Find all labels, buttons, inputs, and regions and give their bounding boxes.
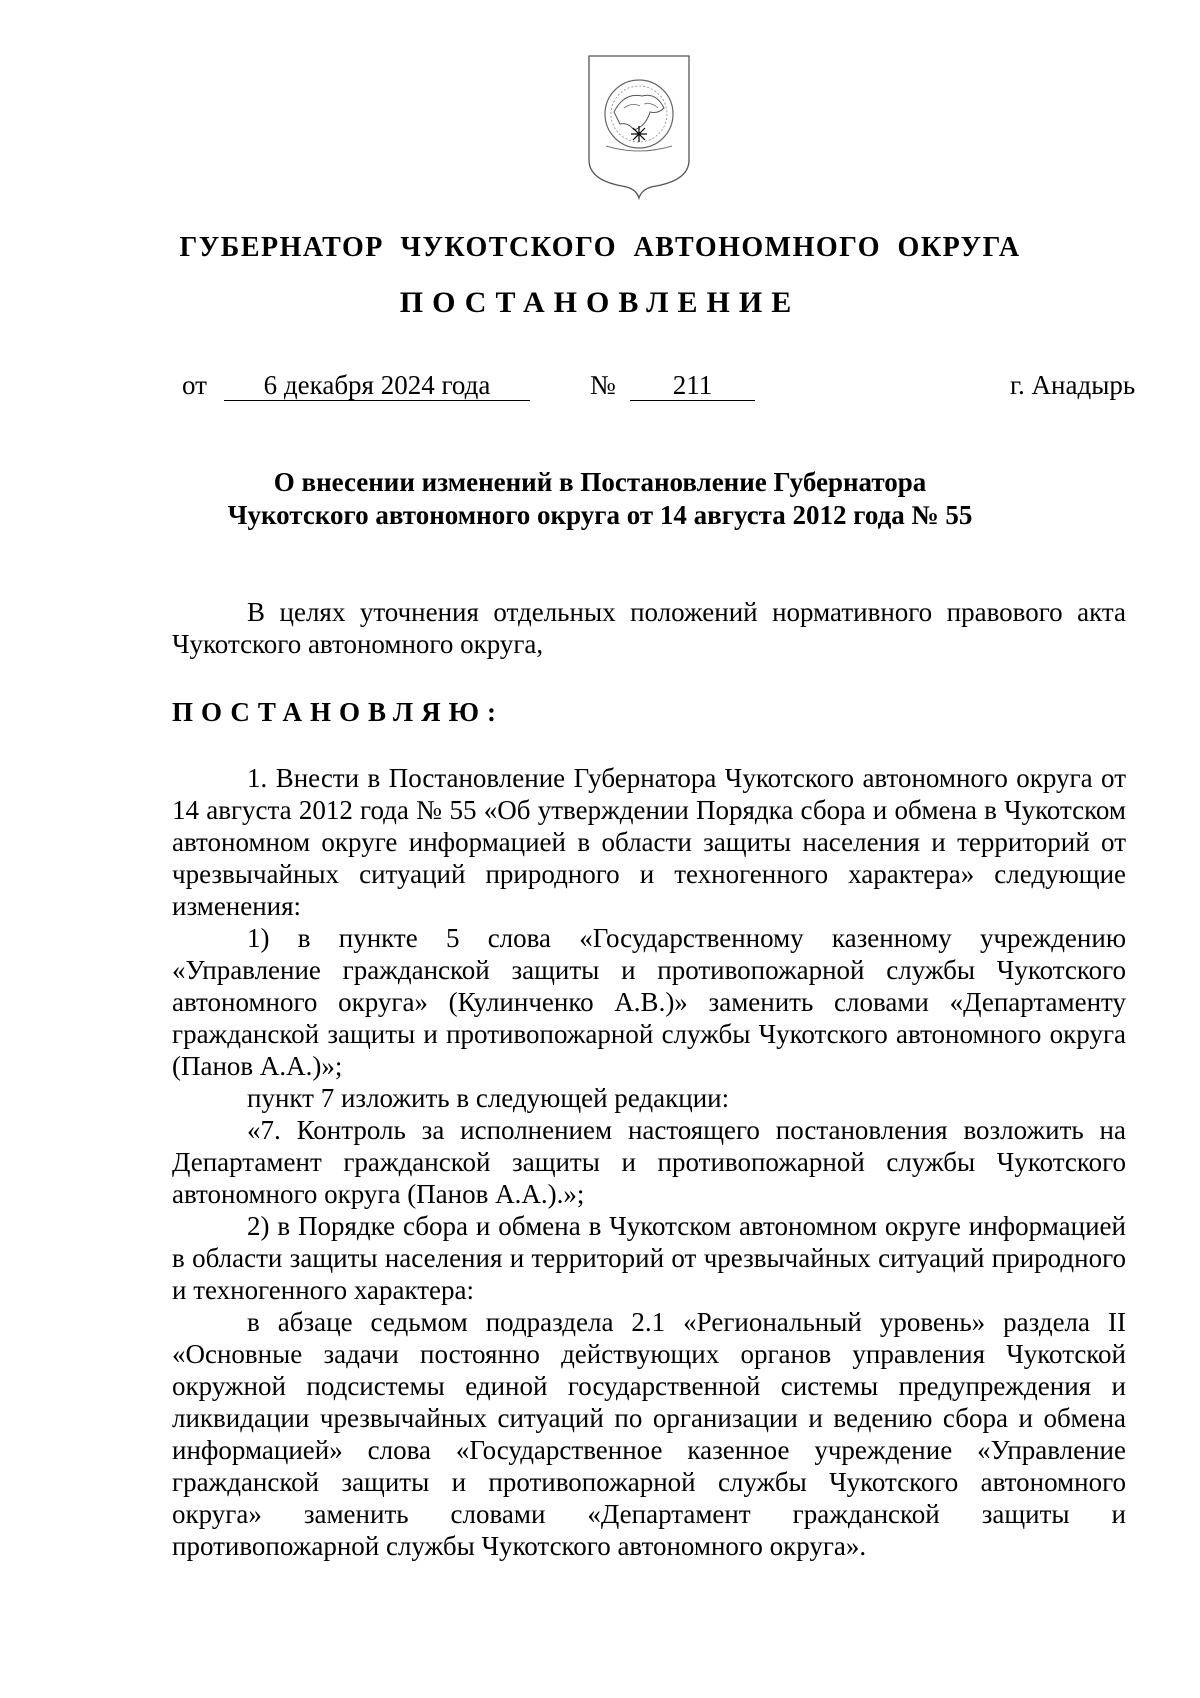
paragraph-1: 1. Внести в Постановление Губернатора Чукотского автономного округа от 14 августа 2012 года № 55 «Об утверждении Порядка сбора и обмена в Чукотском автономном округе информацией в области защиты населения и территорий от чрезвычайных ситуаций природного и техногенного характера» следующие изменения: <box>172 763 1126 921</box>
issuing-authority: ГУБЕРНАТОР ЧУКОТСКОГО АВТОНОМНОГО ОКРУГА <box>179 232 1021 263</box>
paragraph-2-amendment: в абзаце седьмом подраздела 2.1 «Региональный уровень» раздела II «Основные задачи постоянно действующих органов управления Чукотской окружной подсистемы единой государственной системы предупреждения и ликвидации чрезвычайных ситуаций по организации и ведению сбора и обмена информацией» слова «Государственное казенное учреждение «Управление гражданской защиты и противопожарной службы Чукотского автономного округа» заменить словами «Департамент гражданской защиты и <box>172 1307 1126 1529</box>
subject-line-1: О внесении изменений в Постановление Губернатора <box>273 467 927 497</box>
document-number: 211 <box>630 370 755 401</box>
paragraph-2: 2) в Порядке сбора и обмена в Чукотском автономном округе информацией в области защиты населения и территорий от чрезвычайных ситуаций природного и техногенного характера: <box>172 1211 1126 1305</box>
resolve-heading: ПОСТАНОВЛЯЮ: <box>172 697 504 727</box>
document-type: ПОСТАНОВЛЕНИЕ <box>399 286 801 319</box>
preamble: В целях уточнения отдельных положений нормативного правового акта Чукотского автономного округа, <box>172 597 1126 659</box>
document-date: 6 декабря 2024 года <box>224 370 530 401</box>
paragraph-point-7: пункт 7 изложить в следующей редакции: <box>247 1083 730 1113</box>
coat-of-arms-icon <box>584 52 694 200</box>
document-body <box>172 762 1126 1562</box>
paragraph-point-7-text: «7. Контроль за исполнением настоящего постановления возложить на Департамент гражданской защиты и противопожарной службы Чукотского автономного округа (Панов А.А.).»; <box>172 1115 1126 1209</box>
document-place: г. Анадырь <box>1010 370 1136 400</box>
subject-line-2: Чукотского автономного округа от 14 августа 2012 года № 55 <box>227 500 973 530</box>
paragraph-1-1: 1) в пункте 5 слова «Государственному казенному учреждению «Управление гражданской защиты и противопожарной службы Чукотского автономного округа» (Кулинченко А.В.)» заменить словами «Департаменту гражданской защиты и противопожарной службы Чукотского автономного округа (Панов А.А.)»; <box>172 923 1126 1081</box>
preamble-block <box>172 596 1126 660</box>
paragraph-2-amendment-end: противопожарной службы Чукотского автономного округа». <box>172 1531 867 1561</box>
number-prefix: № <box>590 370 616 400</box>
date-prefix: от <box>182 370 207 400</box>
document-subject <box>0 466 1200 532</box>
